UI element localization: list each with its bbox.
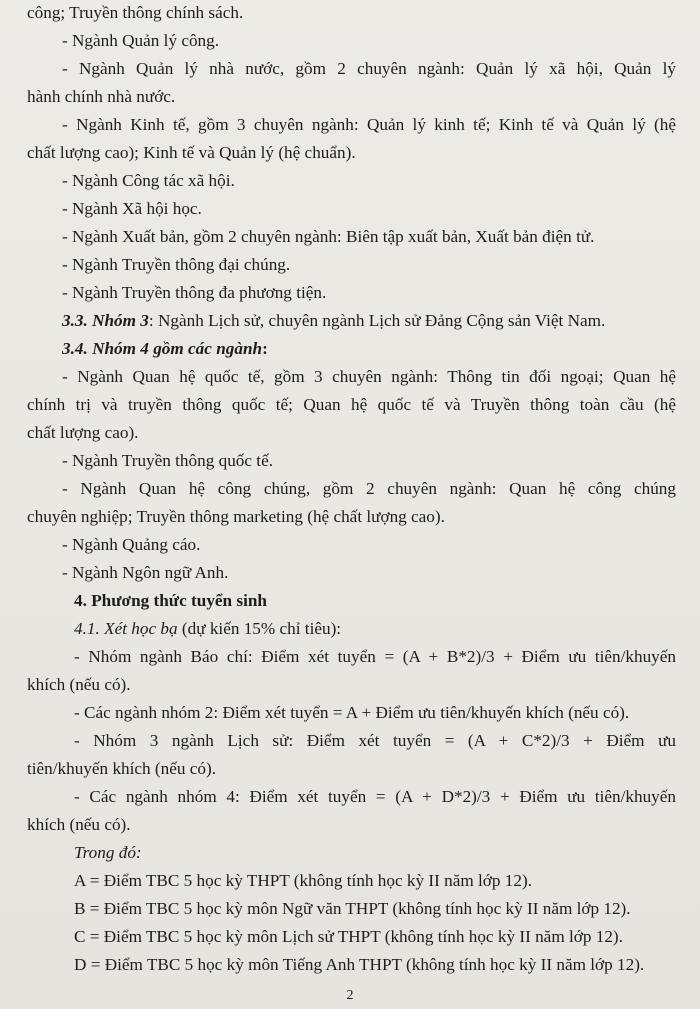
- group3-heading: 3.3. Nhóm 3: [62, 311, 149, 330]
- list-item: - Các ngành nhóm 4: Điểm xét tuyển = (A + D*2)/3 + Điểm ưu tiên/khuyến: [74, 787, 676, 806]
- list-item: - Ngành Quan hệ công chúng, gồm 2 chuyên ngành: Quan hệ công chúng: [62, 479, 676, 498]
- list-item: - Ngành Quản lý công.: [62, 31, 220, 50]
- section4-sub-text: (dự kiến 15% chỉ tiêu):: [177, 619, 342, 638]
- page-number: 2: [346, 988, 354, 1003]
- definition-item: D = Điểm TBC 5 học kỳ môn Tiếng Anh THPT (không tính học kỳ II năm lớp 12).: [74, 955, 645, 974]
- definition-item: B = Điểm TBC 5 học kỳ môn Ngữ văn THPT (không tính học kỳ II năm lớp 12).: [74, 899, 631, 918]
- definition-item: A = Điểm TBC 5 học kỳ THPT (không tính học kỳ II năm lớp 12).: [74, 871, 532, 890]
- text-line: chất lượng cao); Kinh tế và Quản lý (hệ chuẩn).: [27, 143, 356, 162]
- text-line: chuyên nghiệp; Truyền thông marketing (hệ chất lượng cao).: [27, 507, 445, 526]
- definition-item: C = Điểm TBC 5 học kỳ môn Lịch sử THPT (không tính học kỳ II năm lớp 12).: [74, 927, 623, 946]
- list-item: - Ngành Quản lý nhà nước, gồm 2 chuyên ngành: Quản lý xã hội, Quản lý: [62, 59, 676, 78]
- where-label: Trong đó:: [74, 843, 142, 862]
- list-item: - Ngành Kinh tế, gồm 3 chuyên ngành: Quản lý kinh tế; Kinh tế và Quản lý (hệ: [62, 115, 676, 134]
- text-line: chính trị và truyền thông quốc tế; Quan hệ quốc tế và Truyền thông toàn cầu (hệ: [27, 395, 676, 414]
- list-item: - Nhóm 3 ngành Lịch sử: Điểm xét tuyển = (A + C*2)/3 + Điểm ưu: [74, 731, 676, 750]
- list-item: - Ngành Truyền thông quốc tế.: [62, 451, 274, 470]
- group4-colon: :: [262, 339, 268, 358]
- text-line: khích (nếu có).: [27, 675, 131, 694]
- list-item: - Ngành Công tác xã hội.: [62, 171, 235, 190]
- text-line: khích (nếu có).: [27, 815, 131, 834]
- group3-text: : Ngành Lịch sử, chuyên ngành Lịch sử Đảng Cộng sản Việt Nam.: [148, 311, 606, 330]
- text-line: hành chính nhà nước.: [27, 87, 176, 106]
- group3-paragraph: [62, 311, 676, 331]
- section4-sub-heading: 4.1. Xét học bạ: [74, 619, 178, 638]
- list-item: - Ngành Xuất bản, gồm 2 chuyên ngành: Biên tập xuất bản, Xuất bản điện tử.: [62, 227, 595, 246]
- section4-sub-line: [74, 619, 676, 639]
- text-line: công; Truyền thông chính sách.: [27, 3, 244, 22]
- text-line: tiên/khuyến khích (nếu có).: [27, 759, 217, 778]
- list-item: - Ngành Quan hệ quốc tế, gồm 3 chuyên ngành: Thông tin đối ngoại; Quan hệ: [62, 367, 676, 386]
- list-item: - Ngành Truyền thông đại chúng.: [62, 255, 291, 274]
- list-item: - Các ngành nhóm 2: Điểm xét tuyển = A + Điểm ưu tiên/khuyến khích (nếu có).: [74, 703, 630, 722]
- group4-heading: 3.4. Nhóm 4 gồm các ngành: [62, 339, 263, 358]
- list-item: - Ngành Quảng cáo.: [62, 535, 201, 554]
- text-line: chất lượng cao).: [27, 423, 139, 442]
- group4-heading-line: [62, 339, 676, 359]
- list-item: - Nhóm ngành Báo chí: Điểm xét tuyển = (A + B*2)/3 + Điểm ưu tiên/khuyến: [74, 647, 676, 666]
- list-item: - Ngành Ngôn ngữ Anh.: [62, 563, 229, 582]
- list-item: - Ngành Truyền thông đa phương tiện.: [62, 283, 327, 302]
- list-item: - Ngành Xã hội học.: [62, 199, 202, 218]
- section4-heading: 4. Phương thức tuyển sinh: [74, 591, 267, 610]
